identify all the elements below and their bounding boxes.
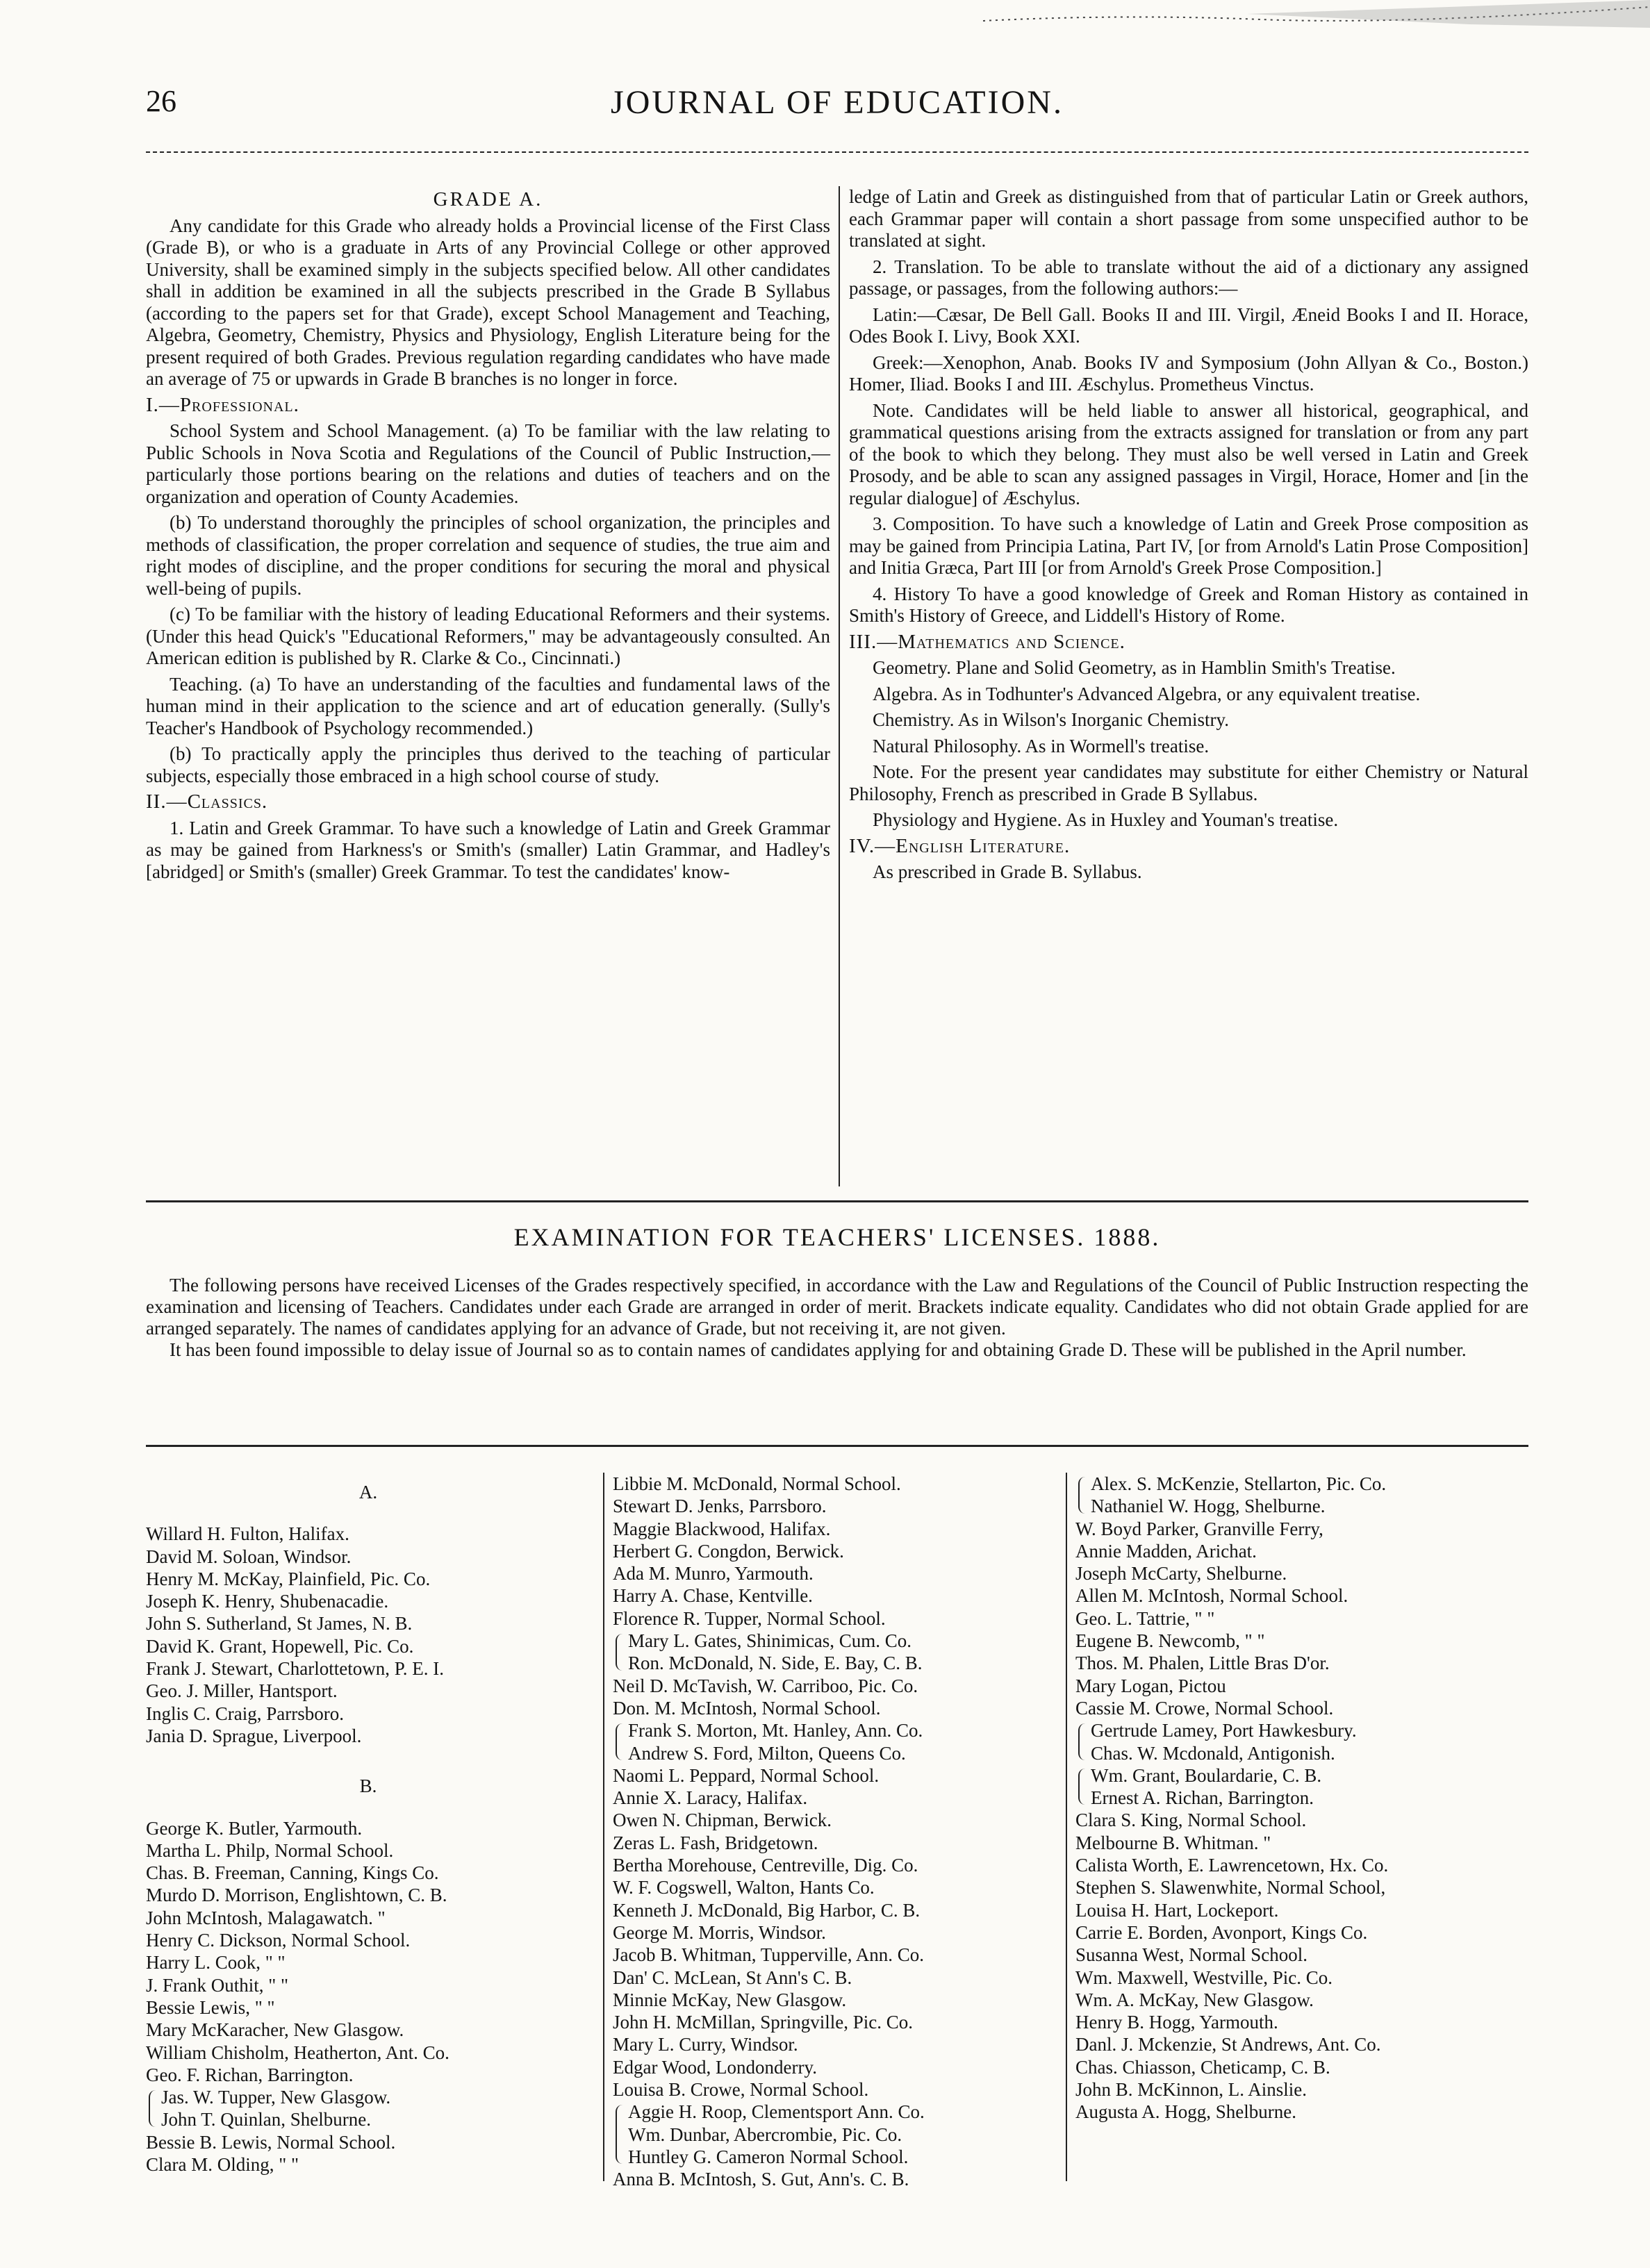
list-item: John McIntosh, Malagawatch. " <box>146 1907 386 1928</box>
list-item: Bessie Lewis, " " <box>146 1996 275 2018</box>
list-item: Joseph McCarty, Shelburne. <box>1075 1563 1287 1584</box>
list-item: Aggie H. Roop, Clementsport Ann. Co. <box>628 2101 925 2123</box>
grade-a-label: A. <box>358 1482 378 1503</box>
list-item: Dan' C. McLean, St Ann's C. B. <box>613 1967 852 1988</box>
list-item: Maggie Blackwood, Halifax. <box>613 1518 831 1539</box>
chemistry-line: Chemistry. As in Wilson's Inorganic Chemistry. <box>873 709 1230 730</box>
list-item: Chas. Chiasson, Cheticamp, C. B. <box>1075 2056 1330 2078</box>
professional-p5: (b) To practically apply the principles thus derived to the teaching of particular subjects, especially those embraced in a high school course of study. <box>146 743 830 786</box>
professional-p3: (c) To be familiar with the history of leading Educational Reformers and their systems. (Under this head Quick's "Educational Reformers," may be advantageously consulted. An American edition is published by R. Clarke & Co., Cincinnati.) <box>146 604 830 668</box>
list-item: Henry B. Hogg, Yarmouth. <box>1075 2012 1278 2033</box>
list-item: Nathaniel W. Hogg, Shelburne. <box>1091 1496 1326 1517</box>
list-item: Frank J. Stewart, Charlottetown, P. E. I. <box>146 1658 444 1680</box>
list-item: Owen N. Chipman, Berwick. <box>613 1810 832 1831</box>
scan-artifact <box>983 0 1650 63</box>
list-item: Louisa H. Hart, Lockeport. <box>1075 1899 1279 1921</box>
list-item: Mary Logan, Pictou <box>1075 1675 1226 1696</box>
list-item: Augusta A. Hogg, Shelburne. <box>1075 2101 1296 2123</box>
algebra-line: Algebra. As in Todhunter's Advanced Algebra, or any equivalent treatise. <box>873 683 1421 704</box>
list-item: Henry M. McKay, Plainfield, Pic. Co. <box>146 1568 431 1589</box>
professional-p4: Teaching. (a) To have an understanding of the faculties and fundamental laws of the human mind in their application to the science and art of education generally. (Sully's Teacher's Handbook of Psychology recommended.) <box>146 673 830 738</box>
list-item: Inglis C. Craig, Parrsboro. <box>146 1703 344 1724</box>
column-divider-top <box>839 186 840 1186</box>
professional-heading: I.—Professional. <box>146 393 299 416</box>
section-rule <box>146 1200 1528 1202</box>
equality-bracket <box>613 1630 1057 1675</box>
list-item: Herbert G. Congdon, Berwick. <box>613 1540 844 1562</box>
classics-composition: 3. Composition. To have such a knowledge of Latin and Greek Prose composition as may be gained from Principia Latina, Part IV, [or from Arnold's Latin Prose Composition] and Initia Græca, Part III [or from Arnold's Greek Prose Composition.] <box>849 513 1528 578</box>
list-item: W. F. Cogswell, Walton, Hants Co. <box>613 1877 875 1898</box>
exam-notice <box>146 1275 1528 1361</box>
list-item: Frank S. Morton, Mt. Hanley, Ann. Co. <box>628 1720 923 1741</box>
grade-a-right-column <box>849 186 1528 888</box>
list-item: Stephen S. Slawenwhite, Normal School, <box>1075 1877 1386 1898</box>
list-item: Florence R. Tupper, Normal School. <box>613 1607 886 1629</box>
list-item: Wm. Maxwell, Westville, Pic. Co. <box>1075 1967 1333 1988</box>
list-item: Harry A. Chase, Kentville. <box>613 1585 813 1607</box>
list-item: Wm. Dunbar, Abercrombie, Pic. Co. <box>628 2124 902 2145</box>
professional-p1: School System and School Management. (a) To be familiar with the law relating to Public Schools in Nova Scotia and Regulations of the Council of Public Instruction,—particularly those portions bearing on the relations and duties of teachers and on the organization and operation of County Academies. <box>146 420 830 507</box>
list-item: Danl. J. Mckenzie, St Andrews, Ant. Co. <box>1075 2034 1381 2055</box>
list-item: Mary McKaracher, New Glasgow. <box>146 2019 404 2041</box>
list-divider-2 <box>1066 1473 1067 2181</box>
list-item: Mary L. Gates, Shinimicas, Cum. Co. <box>628 1630 911 1652</box>
natural-philosophy-line: Natural Philosophy. As in Wormell's treatise. <box>873 735 1210 756</box>
list-item: Eugene B. Newcomb, " " <box>1075 1630 1265 1652</box>
list-item: Jacob B. Whitman, Tupperville, Ann. Co. <box>613 1944 925 1966</box>
list-item: Chas. W. Mcdonald, Antigonish. <box>1091 1742 1335 1764</box>
list-item: Geo. L. Tattrie, " " <box>1075 1607 1215 1629</box>
list-item: George K. Butler, Yarmouth. <box>146 1817 363 1839</box>
list-item: Neil D. McTavish, W. Carriboo, Pic. Co. <box>613 1675 918 1696</box>
list-item: Bertha Morehouse, Centreville, Dig. Co. <box>613 1855 918 1876</box>
list-item: Anna B. McIntosh, S. Gut, Ann's. C. B. <box>613 2169 909 2190</box>
equality-bracket <box>146 2086 591 2131</box>
list-item: Clara M. Olding, " " <box>146 2154 299 2176</box>
list-item: Calista Worth, E. Lawrencetown, Hx. Co. <box>1075 1855 1389 1876</box>
list-item: Alex. S. McKenzie, Stellarton, Pic. Co. <box>1091 1473 1387 1494</box>
list-item: Louisa B. Crowe, Normal School. <box>613 2079 869 2101</box>
equality-bracket <box>613 2101 1057 2168</box>
list-item: Geo. J. Miller, Hantsport. <box>146 1680 338 1702</box>
list-item: Jas. W. Tupper, New Glasgow. <box>161 2087 391 2108</box>
grade-a-intro: Any candidate for this Grade who already holds a Provincial license of the First Class (Grade B), or who is a graduate in Arts of any Provincial College or other approved University, shall be examined simply in the subjects specified below. All other candidates shall in addition be examined in all the subjects prescribed in the Grade B Syllabus (according to the papers set for that Grade), except School Management and Teaching, Algebra, Geometry, Chemistry, Physics and Physiology, English Literature being for the present required of both Grades. Previous regulation regarding candidates who have made an average of 75 or upwards in Grade B branches is no longer in force. <box>146 215 830 389</box>
list-item: John B. McKinnon, L. Ainslie. <box>1075 2079 1307 2101</box>
list-item: Ada M. Munro, Yarmouth. <box>613 1563 814 1584</box>
list-item: Jania D. Sprague, Liverpool. <box>146 1725 362 1746</box>
classics-translation: 2. Translation. To be able to translate without the aid of a dictionary any assigned passage, or passages, from the following authors:— <box>849 256 1528 299</box>
list-rule <box>146 1445 1528 1447</box>
list-item: Wm. A. McKay, New Glasgow. <box>1075 1989 1314 2010</box>
list-item: Susanna West, Normal School. <box>1075 1944 1308 1966</box>
list-item: Henry C. Dickson, Normal School. <box>146 1930 411 1951</box>
license-list-col-3 <box>1075 1473 1527 2124</box>
classics-greek: Greek:—Xenophon, Anab. Books IV and Symposium (John Allyan & Co., Boston.) Homer, Iliad. Books I and III. Æschylus. Prometheus Vinctus. <box>849 351 1528 395</box>
list-item: David K. Grant, Hopewell, Pic. Co. <box>146 1635 414 1657</box>
grade-b-label: B. <box>359 1776 377 1797</box>
list-item: Libbie M. McDonald, Normal School. <box>613 1473 901 1494</box>
list-item: Chas. B. Freeman, Canning, Kings Co. <box>146 1862 439 1884</box>
math-science-note: Note. For the present year candidates may substitute for either Chemistry or Natural Philosophy, French as prescribed in Grade B Syllabus. <box>849 761 1528 804</box>
classics-p1: 1. Latin and Greek Grammar. To have such a knowledge of Latin and Greek Grammar as may be gained from Harkness's or Smith's (smaller) Latin Grammar, and Hadley's [abridged] or Smith's (smaller) Greek Grammar. To test the candidates' know- <box>146 817 830 882</box>
equality-bracket <box>1075 1764 1527 1810</box>
equality-bracket <box>613 1719 1057 1764</box>
header-rule <box>146 151 1528 153</box>
grade-a-left-column <box>146 186 830 887</box>
list-item: Melbourne B. Whitman. " <box>1075 1832 1271 1853</box>
license-list-col-1 <box>146 1473 591 2176</box>
list-item: Geo. F. Richan, Barrington. <box>146 2064 354 2085</box>
list-item: Annie X. Laracy, Halifax. <box>613 1787 808 1809</box>
list-item: William Chisholm, Heatherton, Ant. Co. <box>146 2042 449 2063</box>
math-science-heading: III.—Mathematics and Science. <box>849 630 1125 653</box>
equality-bracket <box>1075 1473 1527 1518</box>
list-item: George M. Morris, Windsor. <box>613 1921 826 1943</box>
list-item: Don. M. McIntosh, Normal School. <box>613 1697 881 1719</box>
geometry-line: Geometry. Plane and Solid Geometry, as in Hamblin Smith's Treatise. <box>873 657 1396 678</box>
list-item: Harry L. Cook, " " <box>146 1952 286 1973</box>
list-item: W. Boyd Parker, Granville Ferry, <box>1075 1518 1323 1539</box>
exam-notice-p2: It has been found impossible to delay issue of Journal so as to contain names of candidates applying for and obtaining Grade D. These will be published in the April number. <box>170 1339 1467 1360</box>
page-number: 26 <box>146 84 176 118</box>
list-item: Huntley G. Cameron Normal School. <box>628 2146 909 2167</box>
list-item: Allen M. McIntosh, Normal School. <box>1075 1585 1348 1607</box>
physiology-line: Physiology and Hygiene. As in Huxley and Youman's treatise. <box>873 809 1339 830</box>
list-item: Mary L. Curry, Windsor. <box>613 2034 798 2055</box>
classics-history: 4. History To have a good knowledge of Greek and Roman History as contained in Smith's History of Greece, and Liddell's History of Rome. <box>849 583 1528 626</box>
list-item: Murdo D. Morrison, Englishtown, C. B. <box>146 1885 447 1906</box>
list-item: Bessie B. Lewis, Normal School. <box>146 2131 396 2153</box>
list-item: Joseph K. Henry, Shubenacadie. <box>146 1591 389 1612</box>
list-item: Thos. M. Phalen, Little Bras D'or. <box>1075 1653 1330 1674</box>
english-literature-heading: IV.—English Literature. <box>849 834 1071 857</box>
list-item: J. Frank Outhit, " " <box>146 1974 289 1996</box>
exam-title: EXAMINATION FOR TEACHERS' LICENSES. 1888. <box>513 1223 1161 1251</box>
list-item: Zeras L. Fash, Bridgetown. <box>613 1832 818 1853</box>
classics-heading: II.—Classics. <box>146 791 268 813</box>
grade-a-heading: GRADE A. <box>433 188 543 210</box>
list-item: Ernest A. Richan, Barrington. <box>1091 1787 1314 1809</box>
list-item: Wm. Grant, Boulardarie, C. B. <box>1091 1764 1322 1786</box>
list-item: Gertrude Lamey, Port Hawkesbury. <box>1091 1720 1357 1741</box>
list-item: Minnie McKay, New Glasgow. <box>613 1989 847 2010</box>
list-item: Kenneth J. McDonald, Big Harbor, C. B. <box>613 1899 921 1921</box>
page-header <box>146 83 1528 132</box>
list-item: Stewart D. Jenks, Parrsboro. <box>613 1496 827 1517</box>
list-item: Andrew S. Ford, Milton, Queens Co. <box>628 1742 906 1764</box>
classics-note: Note. Candidates will be held liable to answer all historical, geographical, and grammatical questions arising from the extracts assigned for translation or from any part of the book to which they belong. They must also be well versed in Latin and Greek Prosody, and be able to scan any assigned passages in Virgil, Horace, Homer and [in the regular dialogue] of Æschylus. <box>849 399 1528 508</box>
english-literature-text: As prescribed in Grade B. Syllabus. <box>873 861 1142 882</box>
list-item: John T. Quinlan, Shelburne. <box>161 2109 371 2130</box>
professional-p2: (b) To understand thoroughly the principles of school organization, the principles and methods of classification, the proper correlation and sequence of studies, the true aim and right modes of discipline, and the proper conditions for securing the moral and physical well-being of pupils. <box>146 512 830 599</box>
list-item: John S. Sutherland, St James, N. B. <box>146 1613 413 1634</box>
classics-p1-cont: ledge of Latin and Greek as distinguished from that of particular Latin or Greek authors, each Grammar paper will contain a short passage from some unspecified author to be translated at sight. <box>849 186 1528 251</box>
equality-bracket <box>1075 1719 1527 1764</box>
license-list-col-2 <box>613 1473 1057 2191</box>
list-item: Edgar Wood, Londonderry. <box>613 2056 818 2078</box>
classics-latin: Latin:—Cæsar, De Bell Gall. Books II and III. Virgil, Æneid Books I and II. Horace, Odes Book I. Livy, Book XXI. <box>849 304 1528 347</box>
journal-title: JOURNAL OF EDUCATION. <box>611 84 1064 121</box>
list-item: Clara S. King, Normal School. <box>1075 1810 1307 1831</box>
list-item: David M. Soloan, Windsor. <box>146 1546 352 1567</box>
list-item: Naomi L. Peppard, Normal School. <box>613 1764 880 1786</box>
list-divider-1 <box>603 1473 604 2181</box>
list-item: John H. McMillan, Springville, Pic. Co. <box>613 2012 913 2033</box>
list-item: Ron. McDonald, N. Side, E. Bay, C. B. <box>628 1653 923 1674</box>
list-item: Annie Madden, Arichat. <box>1075 1540 1257 1562</box>
exam-notice-p1: The following persons have received Licenses of the Grades respectively specified, in accordance with the Law and Regulations of the Council of Public Instruction respecting the examination and licensing of Teachers. Candidates under each Grade are arranged in order of merit. Brackets indicate equality. Candidates who did not obtain Grade applied for are arranged separately. The names of candidates applying for an advance of Grade, but not receiving it, are not given. <box>146 1275 1528 1339</box>
list-item: Martha L. Philp, Normal School. <box>146 1839 394 1861</box>
list-item: Carrie E. Borden, Avonport, Kings Co. <box>1075 1921 1368 1943</box>
list-item: Cassie M. Crowe, Normal School. <box>1075 1697 1334 1719</box>
list-item: Willard H. Fulton, Halifax. <box>146 1523 349 1545</box>
